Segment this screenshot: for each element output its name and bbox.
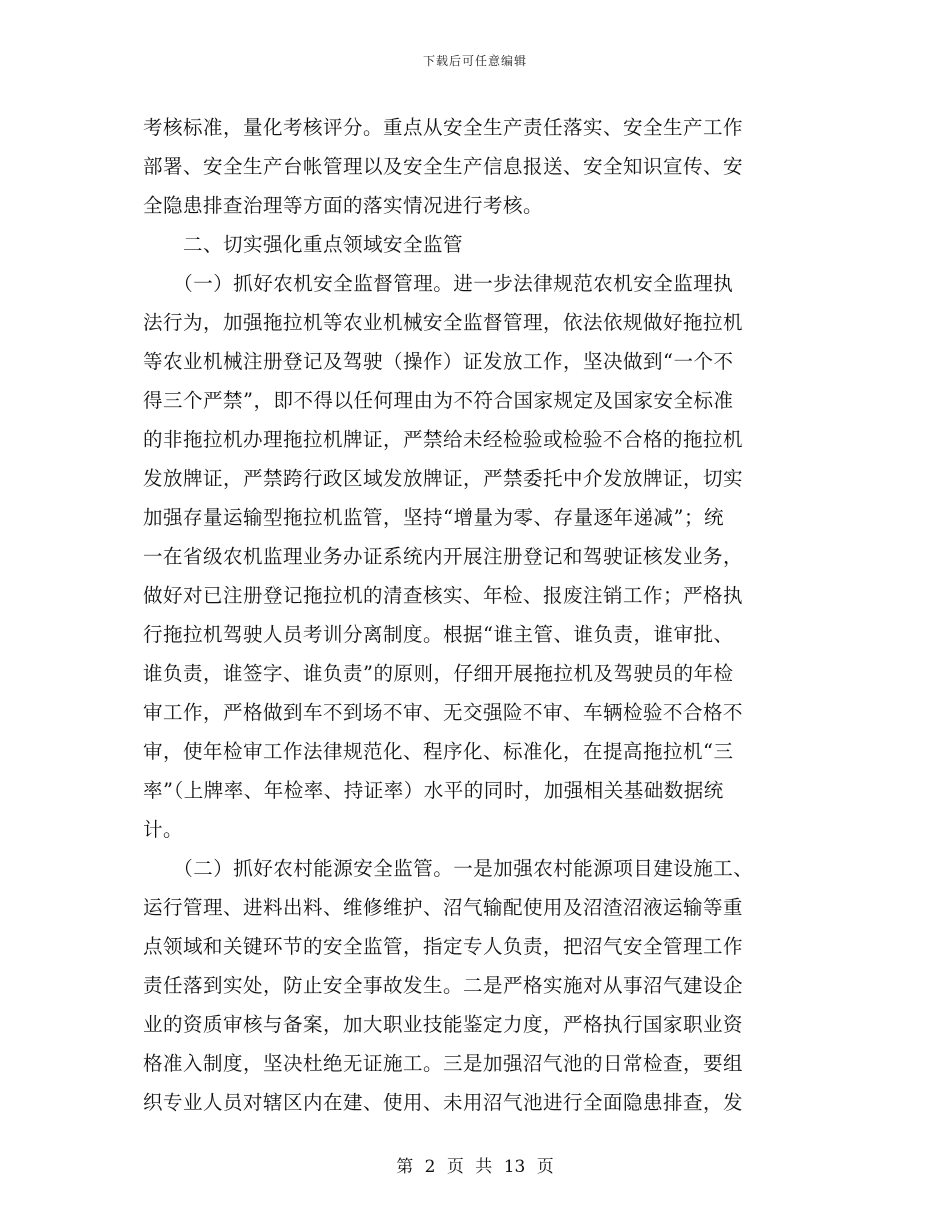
text-line: 做好对已注册登记拖拉机的清查核实、年检、报废注销工作；严格执 — [143, 584, 744, 607]
text-line: 业的资质审核与备案，加大职业技能鉴定力度，严格执行国家职业资 — [143, 1013, 744, 1036]
text-line: 谁负责，谁签字、谁负责”的原则，仔细开展拖拉机及驾驶员的年检 — [143, 662, 734, 685]
text-line: 等农业机械注册登记及驾驶（操作）证发放工作，坚决做到“一个不 — [143, 350, 734, 373]
text-line: 的非拖拉机办理拖拉机牌证，严禁给未经检验或检验不合格的拖拉机 — [143, 428, 744, 451]
text-line: 织专业人员对辖区内在建、使用、未用沼气池进行全面隐患排查，发 — [143, 1091, 744, 1114]
text-line: （二）抓好农村能源安全监管。一是加强农村能源项目建设施工、 — [143, 857, 754, 880]
text-line: 责任落到实处，防止安全事故发生。二是严格实施对从事沼气建设企 — [143, 974, 744, 997]
text-line: 行拖拉机驾驶人员考训分离制度。根据“谁主管、谁负责，谁审批、 — [143, 623, 734, 646]
text-line: 运行管理、进料出料、维修维护、沼气输配使用及沼渣沼液运输等重 — [143, 896, 744, 919]
text-line: 部署、安全生产台帐管理以及安全生产信息报送、安全知识宣传、安 — [143, 155, 744, 178]
text-line: 一在省级农机监理业务办证系统内开展注册登记和驾驶证核发业务， — [143, 545, 744, 568]
page-header: 下载后可任意编辑 — [422, 54, 527, 68]
text-line: 点领域和关键环节的安全监管，指定专人负责，把沼气安全管理工作 — [143, 935, 744, 958]
text-line: 考核标准，量化考核评分。重点从安全生产责任落实、安全生产工作 — [143, 116, 744, 139]
text-line: 发放牌证，严禁跨行政区域发放牌证，严禁委托中介发放牌证，切实 — [143, 467, 744, 490]
text-line: 法行为，加强拖拉机等农业机械安全监督管理，依法依规做好拖拉机 — [143, 311, 744, 334]
text-line: （一）抓好农机安全监督管理。进一步法律规范农机安全监理执 — [143, 272, 734, 295]
document-body — [143, 108, 803, 1122]
page-footer: 第 2 页 共 13 页 — [396, 1157, 554, 1177]
text-line: 审工作，严格做到车不到场不审、无交强险不审、车辆检验不合格不 — [143, 701, 744, 724]
text-line: 全隐患排查治理等方面的落实情况进行考核。 — [143, 194, 544, 217]
text-line: 加强存量运输型拖拉机监管，坚持“增量为零、存量逐年递减”；统 — [143, 506, 724, 529]
text-line: 得三个严禁”，即不得以任何理由为不符合国家规定及国家安全标准 — [143, 389, 734, 412]
text-line: 格准入制度，坚决杜绝无证施工。三是加强沼气池的日常检查，要组 — [143, 1052, 744, 1075]
text-line: 计。 — [143, 818, 184, 841]
text-line: 审，使年检审工作法律规范化、程序化、标准化，在提高拖拉机“三 — [143, 740, 734, 763]
text-line: 率”（上牌率、年检率、持证率）水平的同时，加强相关基础数据统 — [143, 779, 724, 802]
section-heading: 二、切实强化重点领域安全监管 — [143, 233, 464, 256]
